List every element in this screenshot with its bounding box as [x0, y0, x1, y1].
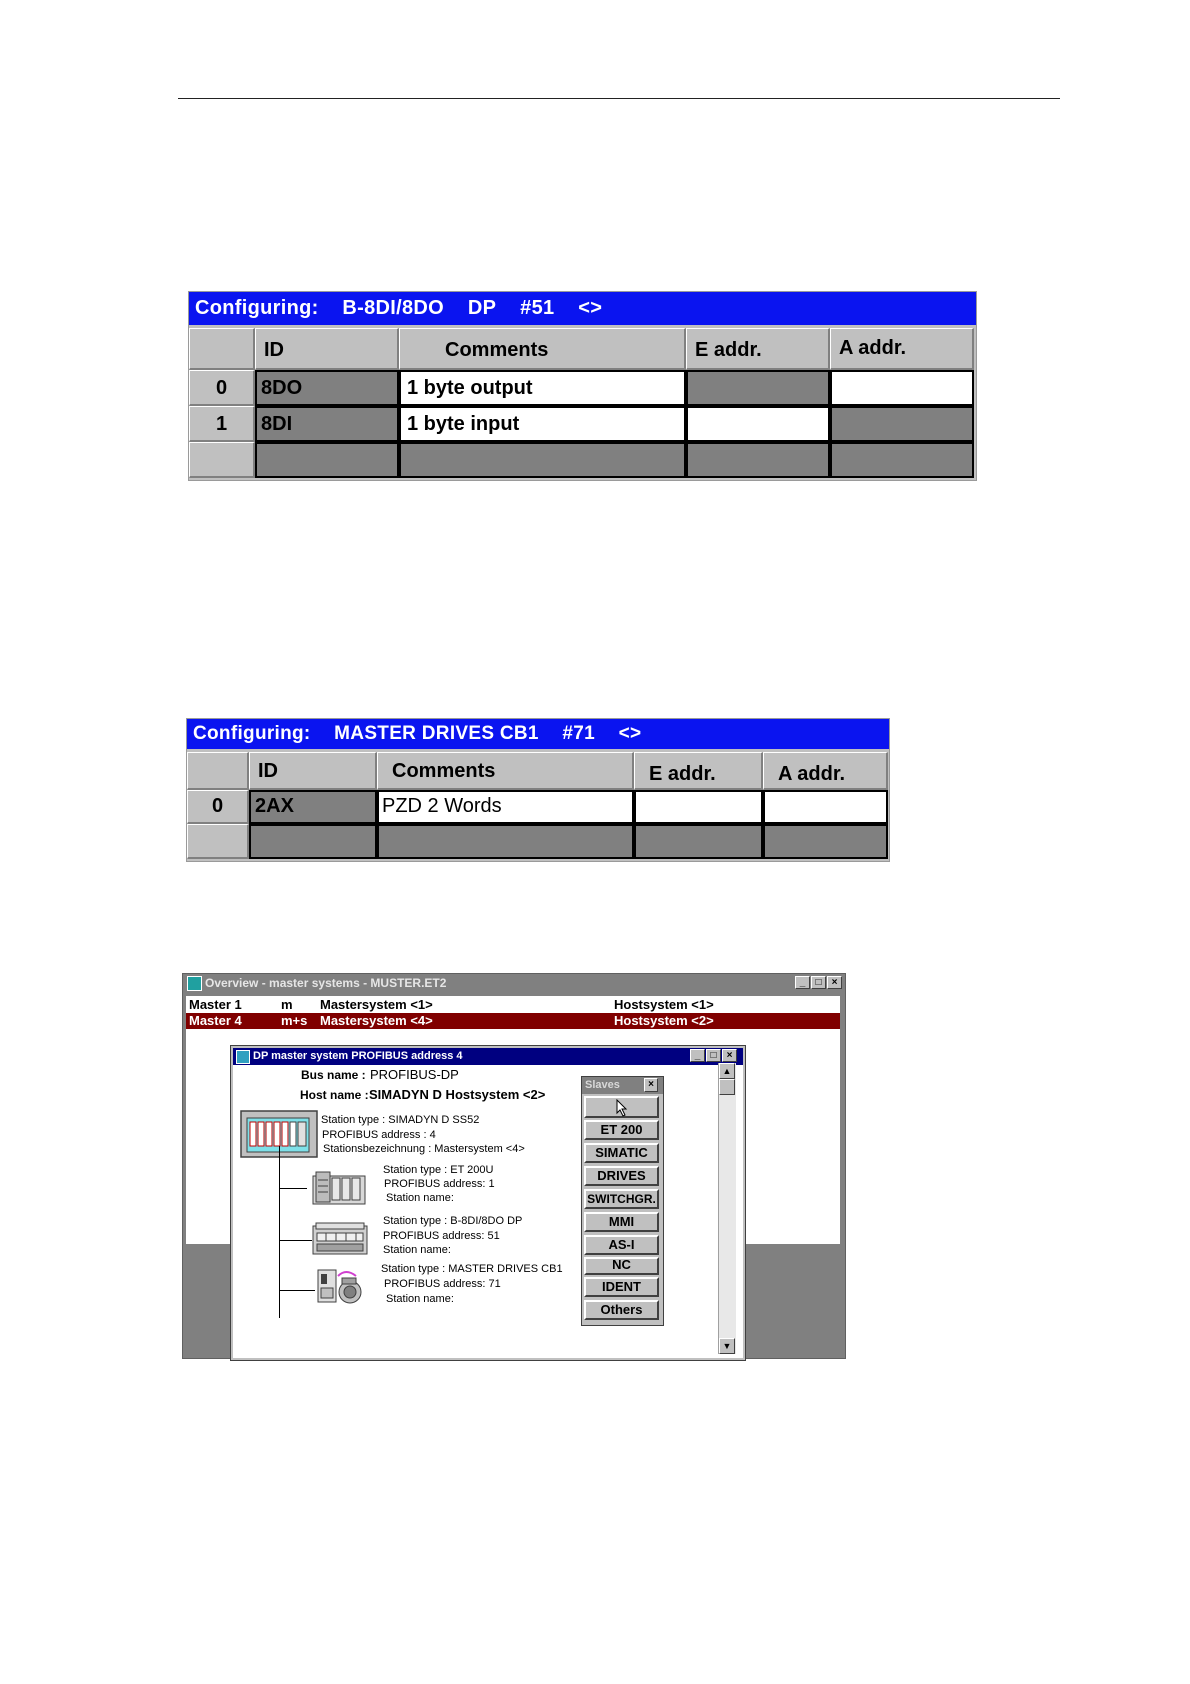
maximize-icon[interactable]: □	[706, 1049, 721, 1062]
slaves-palette-title: Slaves	[582, 1077, 663, 1094]
config-table-b8di8do	[188, 291, 977, 481]
row-number: 0	[187, 790, 249, 824]
config-table-master-drives	[186, 718, 890, 862]
master-mode: m	[281, 997, 293, 1012]
comment-cell[interactable]: PZD 2 Words	[377, 790, 634, 824]
master-row[interactable]	[186, 997, 840, 1013]
master-mode: m+s	[281, 1013, 308, 1028]
slave-button-as-i[interactable]: AS-I	[584, 1235, 659, 1255]
empty-cell[interactable]	[763, 824, 888, 859]
bus-name-label: Bus name :	[301, 1068, 366, 1082]
column-header-a-addr[interactable]: A addr.	[830, 328, 974, 370]
a-addr-cell[interactable]	[763, 790, 888, 824]
close-icon[interactable]: ×	[722, 1049, 737, 1062]
a-addr-cell[interactable]	[830, 370, 974, 406]
empty-cell[interactable]	[255, 442, 399, 478]
config-title-bar: Configuring: MASTER DRIVES CB1 #71 <>	[187, 719, 889, 749]
column-header-id[interactable]: ID	[255, 328, 399, 370]
column-header-a-addr[interactable]: A addr.	[763, 752, 888, 790]
master-station-name: Stationsbezeichnung : Mastersystem <4>	[323, 1143, 525, 1155]
slave-address: PROFIBUS address: 1	[384, 1178, 495, 1190]
config-title-bar: Configuring: B-8DI/8DO DP #51 <>	[189, 292, 976, 325]
row-number: 0	[189, 370, 255, 406]
column-header-comments[interactable]: Comments	[399, 328, 686, 370]
comment-cell[interactable]: 1 byte output	[399, 370, 686, 406]
e-addr-cell[interactable]	[686, 406, 830, 442]
master-row-selected[interactable]	[186, 1013, 840, 1029]
slave-type: Station type : MASTER DRIVES CB1	[381, 1263, 563, 1275]
id-cell[interactable]: 8DI	[255, 406, 399, 442]
overview-titlebar[interactable]	[183, 974, 845, 992]
dialog-icon	[236, 1050, 250, 1064]
row-number-empty	[187, 824, 249, 859]
scroll-thumb[interactable]	[719, 1079, 735, 1095]
row-number-empty	[189, 442, 255, 478]
empty-cell[interactable]	[830, 442, 974, 478]
dialog-titlebar[interactable]	[233, 1048, 743, 1065]
master-name: Master 4	[189, 1013, 242, 1028]
column-header-comments[interactable]: Comments	[377, 752, 634, 790]
host-system: Hostsystem <2>	[614, 1013, 714, 1028]
column-header-e-addr[interactable]: E addr.	[686, 328, 830, 370]
slave-button-mmi[interactable]: MMI	[584, 1212, 659, 1232]
empty-cell[interactable]	[634, 824, 763, 859]
e-addr-cell[interactable]	[686, 370, 830, 406]
cursor-icon	[615, 1099, 629, 1117]
empty-cell[interactable]	[399, 442, 686, 478]
maximize-icon[interactable]: □	[811, 976, 826, 989]
slave-name: Station name:	[383, 1244, 451, 1256]
bus-branch	[279, 1188, 307, 1189]
master-station-icon[interactable]	[240, 1110, 320, 1160]
page-rule	[178, 98, 1060, 99]
slaves-palette	[581, 1076, 664, 1326]
host-name-value: SIMADYN D Hostsystem <2>	[369, 1087, 546, 1102]
host-system: Hostsystem <1>	[614, 997, 714, 1012]
empty-cell[interactable]	[686, 442, 830, 478]
master-drives-station-icon[interactable]	[316, 1266, 366, 1306]
slave-button-switchgr[interactable]: SWITCHGR.	[584, 1189, 659, 1209]
bus-branch	[279, 1290, 315, 1291]
comment-cell[interactable]: 1 byte input	[399, 406, 686, 442]
pointer-tool-button[interactable]	[584, 1096, 659, 1118]
slave-button-drives[interactable]: DRIVES	[584, 1166, 659, 1186]
e-addr-cell[interactable]	[634, 790, 763, 824]
corner-cell	[189, 328, 255, 370]
scroll-down-icon[interactable]: ▼	[719, 1338, 735, 1354]
slave-name: Station name:	[386, 1293, 454, 1305]
slave-address: PROFIBUS address: 51	[383, 1230, 500, 1242]
slave-button-nc[interactable]: NC	[584, 1257, 659, 1275]
empty-cell[interactable]	[249, 824, 377, 859]
dialog-title: DP master system PROFIBUS address 4	[253, 1050, 463, 1062]
overview-title: Overview - master systems - MUSTER.ET2	[205, 976, 447, 990]
bus-name-value: PROFIBUS-DP	[370, 1067, 459, 1082]
column-header-e-addr[interactable]: E addr.	[634, 752, 763, 790]
minimize-icon[interactable]: _	[795, 976, 810, 989]
b8di8do-station-icon[interactable]	[312, 1222, 370, 1256]
dialog-scrollbar[interactable]	[718, 1063, 736, 1354]
empty-cell[interactable]	[377, 824, 634, 859]
id-cell[interactable]: 8DO	[255, 370, 399, 406]
master-station-address: PROFIBUS address : 4	[322, 1129, 436, 1141]
id-cell[interactable]: 2AX	[249, 790, 377, 824]
slave-button-ident[interactable]: IDENT	[584, 1277, 659, 1297]
master-system: Mastersystem <1>	[320, 997, 433, 1012]
close-icon[interactable]: ×	[644, 1078, 658, 1092]
bus-line	[279, 1146, 280, 1318]
slave-button-simatic[interactable]: SIMATIC	[584, 1143, 659, 1163]
master-system: Mastersystem <4>	[320, 1013, 433, 1028]
slave-type: Station type : ET 200U	[383, 1164, 494, 1176]
et200u-station-icon[interactable]	[312, 1170, 368, 1206]
bus-branch	[279, 1240, 312, 1241]
column-header-id[interactable]: ID	[249, 752, 377, 790]
row-number: 1	[189, 406, 255, 442]
slave-button-et200[interactable]: ET 200	[584, 1120, 659, 1140]
close-icon[interactable]: ×	[827, 976, 842, 989]
a-addr-cell[interactable]	[830, 406, 974, 442]
host-name-label: Host name :	[300, 1088, 369, 1102]
slave-type: Station type : B-8DI/8DO DP	[383, 1215, 523, 1227]
slave-button-others[interactable]: Others	[584, 1300, 659, 1320]
app-icon	[187, 976, 202, 991]
corner-cell	[187, 752, 249, 790]
master-name: Master 1	[189, 997, 242, 1012]
slave-name: Station name:	[386, 1192, 454, 1204]
master-station-type: Station type : SIMADYN D SS52	[321, 1114, 480, 1126]
scroll-up-icon[interactable]: ▲	[719, 1063, 735, 1079]
minimize-icon[interactable]: _	[690, 1049, 705, 1062]
slave-address: PROFIBUS address: 71	[384, 1278, 501, 1290]
